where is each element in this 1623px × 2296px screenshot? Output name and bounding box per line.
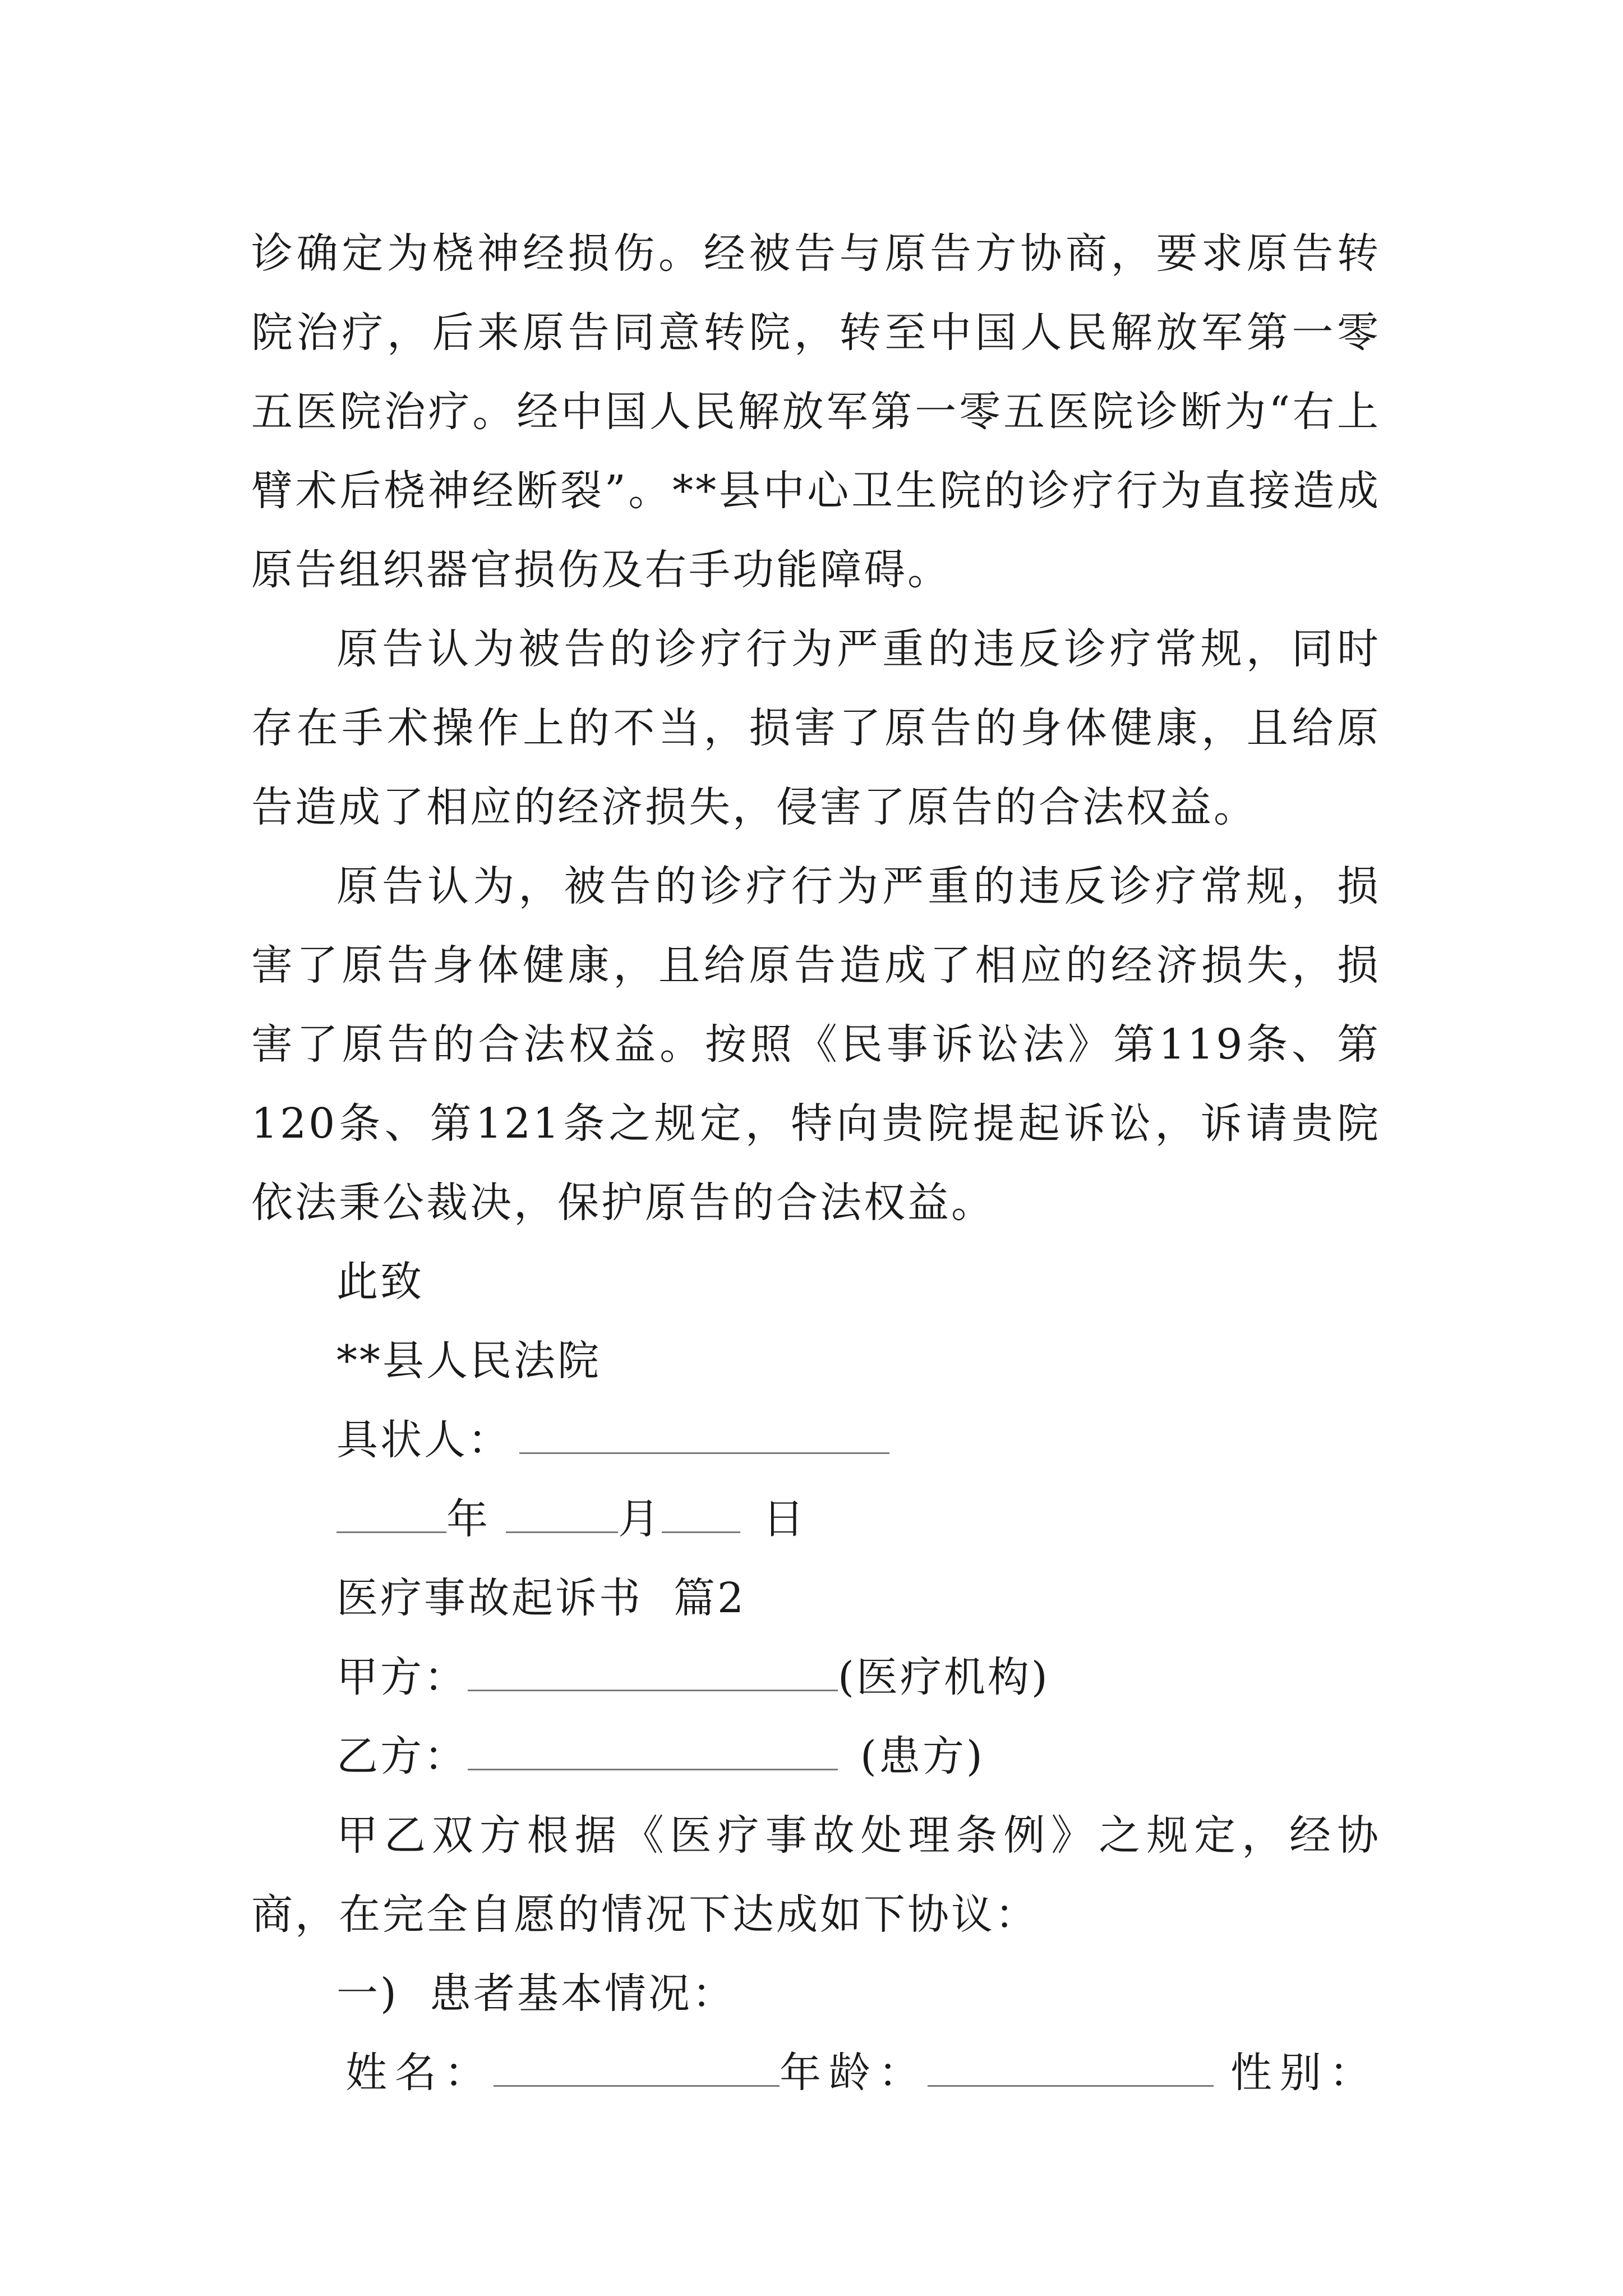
age-blank <box>928 2049 1214 2087</box>
age-label: 年龄： <box>780 2049 928 2097</box>
signer-line <box>251 1401 1381 1480</box>
section-title: 医疗事故起诉书 篇2 <box>336 1574 746 1622</box>
item-1-heading: 一) 患者基本情况： <box>336 1970 736 2018</box>
day-blank <box>662 1496 740 1533</box>
year-blank <box>336 1496 446 1533</box>
month-label: 月 <box>618 1495 662 1543</box>
paragraph-plaintiff-view-2: 原告认为，被告的诊疗行为严重的违反诊疗常规，损害了原告身体健康，且给原告造成了相应的经济损失，损害了原告的合法权益。按照《民事诉讼法》第119条、第120条、第121条之规定，特向贵院提起诉讼，诉请贵院依法秉公裁决，保护原告的合法权益。 <box>251 862 1381 1227</box>
party-b-line <box>251 1717 1381 1796</box>
name-blank <box>494 2049 780 2087</box>
gender-label: 性别： <box>1230 2049 1378 2097</box>
party-a-label: 甲方： <box>336 1653 468 1701</box>
court-name: **县人民法院 <box>336 1337 601 1385</box>
day-label: 日 <box>763 1495 806 1543</box>
salutation: 此致 <box>336 1258 424 1306</box>
party-a-blank <box>468 1654 838 1691</box>
year-label: 年 <box>446 1495 490 1543</box>
name-label: 姓名： <box>345 2049 494 2097</box>
party-b-label: 乙方： <box>336 1732 468 1780</box>
signer-label: 具状人： <box>336 1416 511 1464</box>
paragraph-plaintiff-view-1: 原告认为被告的诊疗行为严重的违反诊疗常规，同时存在手术操作上的不当，损害了原告的身体健康，且给原告造成了相应的经济损失，侵害了原告的合法权益。 <box>251 625 1381 831</box>
agreement-intro: 甲乙双方根据《医疗事故处理条例》之规定，经协商，在完全自愿的情况下达成如下协议： <box>251 1811 1381 1939</box>
month-blank <box>506 1496 618 1533</box>
party-a-line <box>251 1638 1381 1717</box>
document-body <box>251 214 1381 2113</box>
patient-info-line <box>251 2033 1381 2113</box>
signer-blank <box>519 1416 889 1454</box>
paragraph-diagnosis: 诊确定为桡神经损伤。经被告与原告方协商，要求原告转院治疗，后来原告同意转院，转至中国人民解放军第一零五医院治疗。经中国人民解放军第一零五医院诊断为“右上臂术后桡神经断裂”。**县中心卫生院的诊疗行为直接造成原告组织器官损伤及右手功能障碍。 <box>251 229 1381 594</box>
date-line <box>251 1480 1381 1559</box>
party-b-blank <box>468 1733 838 1770</box>
party-b-suffix: (患方) <box>860 1732 985 1780</box>
party-a-suffix: (医疗机构) <box>838 1653 1050 1701</box>
